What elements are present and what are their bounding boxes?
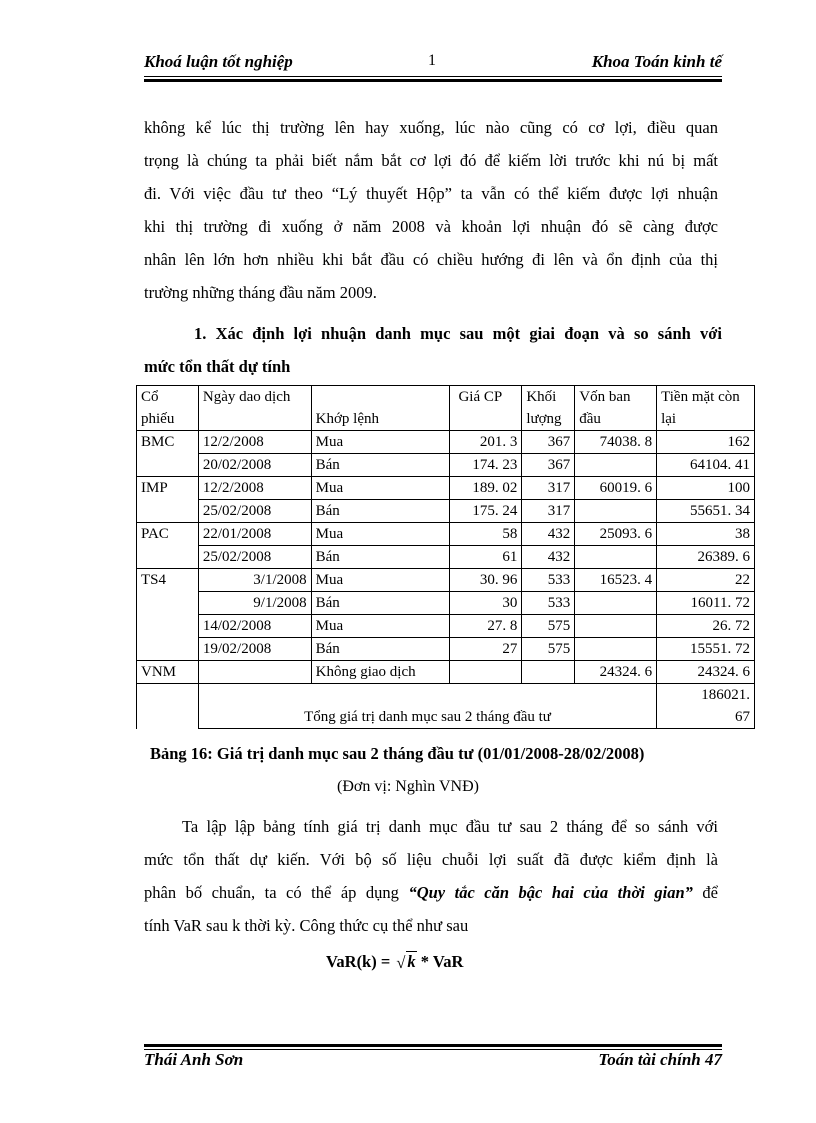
radicand: k — [407, 952, 416, 971]
price-cell: 175. 24 — [450, 500, 522, 523]
price-cell: 174. 23 — [450, 454, 522, 477]
price-cell: 189. 02 — [450, 477, 522, 500]
volume-cell: 367 — [522, 431, 575, 454]
paragraph-line: nhân lên lớn hơn nhiều khi bắt đầu có chiều hướng đi lên và ổn định của thị — [144, 250, 718, 269]
stock-code-cell: BMC — [137, 431, 199, 477]
table-row — [137, 638, 755, 661]
paragraph-line-text: phân bố chuẩn, ta có thể áp dụng — [144, 883, 409, 902]
date-cell: 9/1/2008 — [198, 592, 311, 615]
cash-cell: 162 — [657, 431, 755, 454]
paragraph-line: Ta lập lập bảng tính giá trị danh mục đầu tư sau 2 tháng để so sánh với — [182, 817, 718, 836]
footer-author: Thái Anh Sơn — [144, 1050, 244, 1069]
table-caption: Bảng 16: Giá trị danh mục sau 2 tháng đầu tư (01/01/2008-28/02/2008) — [150, 744, 645, 763]
order-cell: Mua — [311, 477, 450, 500]
cash-cell: 100 — [657, 477, 755, 500]
order-cell: Mua — [311, 523, 450, 546]
date-cell: 3/1/2008 — [198, 569, 311, 592]
total-value — [657, 684, 755, 729]
intro-paragraph — [144, 111, 718, 309]
order-cell: Bán — [311, 638, 450, 661]
stock-code-cell: IMP — [137, 477, 199, 523]
cash-cell: 26389. 6 — [657, 546, 755, 569]
date-cell: 25/02/2008 — [198, 500, 311, 523]
col-header-volume: Khối lượng — [522, 386, 575, 431]
paragraph-line: khi thị trường đi xuống ở năm 2008 và khoản lợi nhuận đó sẽ càng được — [144, 217, 718, 236]
col-header-price: Giá CP — [450, 386, 522, 431]
capital-cell — [575, 638, 657, 661]
capital-cell: 24324. 6 — [575, 661, 657, 684]
table-row — [137, 523, 755, 546]
order-cell: Bán — [311, 454, 450, 477]
volume-cell: 432 — [522, 523, 575, 546]
square-root — [396, 952, 416, 972]
date-cell: 12/2/2008 — [198, 431, 311, 454]
capital-cell — [575, 500, 657, 523]
volume-cell: 317 — [522, 477, 575, 500]
header-thesis-title: Khoá luận tốt nghiệp — [144, 52, 293, 71]
volume-cell: 367 — [522, 454, 575, 477]
capital-cell — [575, 454, 657, 477]
price-cell: 30. 96 — [450, 569, 522, 592]
stock-code-cell: VNM — [137, 661, 199, 684]
paragraph-line: tính VaR sau k thời kỳ. Công thức cụ thể như sau — [144, 916, 469, 935]
date-cell: 19/02/2008 — [198, 638, 311, 661]
table-row — [137, 661, 755, 684]
col-header-cash: Tiền mặt còn lại — [657, 386, 755, 431]
capital-cell: 25093. 6 — [575, 523, 657, 546]
date-cell: 14/02/2008 — [198, 615, 311, 638]
table-row — [137, 615, 755, 638]
table-row — [137, 500, 755, 523]
order-cell: Mua — [311, 569, 450, 592]
cash-cell: 22 — [657, 569, 755, 592]
page-number: 1 — [428, 52, 436, 69]
header-rule-thick — [144, 79, 722, 82]
total-value-line2: 67 — [735, 709, 750, 725]
cash-cell: 55651. 34 — [657, 500, 755, 523]
price-cell — [450, 661, 522, 684]
price-cell: 58 — [450, 523, 522, 546]
volume-cell: 575 — [522, 615, 575, 638]
volume-cell: 533 — [522, 569, 575, 592]
price-cell: 27 — [450, 638, 522, 661]
total-label: Tổng giá trị danh mục sau 2 tháng đầu tư — [198, 684, 656, 729]
capital-cell: 16523. 4 — [575, 569, 657, 592]
table-row — [137, 477, 755, 500]
order-cell: Bán — [311, 500, 450, 523]
volume-cell: 317 — [522, 500, 575, 523]
date-cell: 20/02/2008 — [198, 454, 311, 477]
paragraph-line: trường những tháng đầu năm 2009. — [144, 283, 377, 302]
paragraph-line: đi. Với việc đầu tư theo “Lý thuyết Hộp” ta vẫn có thể kiếm được lợi nhuận — [144, 184, 718, 203]
table-row — [137, 592, 755, 615]
portfolio-table — [136, 385, 755, 729]
cash-cell: 24324. 6 — [657, 661, 755, 684]
date-cell: 22/01/2008 — [198, 523, 311, 546]
capital-cell — [575, 546, 657, 569]
header-faculty: Khoa Toán kinh tế — [591, 52, 722, 71]
order-cell: Mua — [311, 615, 450, 638]
page-footer — [144, 1050, 722, 1076]
price-cell: 201. 3 — [450, 431, 522, 454]
order-cell: Bán — [311, 546, 450, 569]
method-paragraph — [144, 810, 718, 942]
col-header-date: Ngày dao dịch — [198, 386, 311, 431]
volume-cell: 533 — [522, 592, 575, 615]
section-heading — [144, 317, 722, 383]
table-header-row — [137, 386, 755, 431]
table-row — [137, 569, 755, 592]
volume-cell: 575 — [522, 638, 575, 661]
table-row — [137, 431, 755, 454]
formula-rhs: * VaR — [416, 952, 464, 971]
footer-course: Toán tài chính 47 — [598, 1050, 722, 1069]
table-row — [137, 546, 755, 569]
stock-code-cell: TS4 — [137, 569, 199, 661]
header-rule-thin — [144, 76, 722, 77]
capital-cell: 74038. 8 — [575, 431, 657, 454]
radical-sign: √ — [396, 953, 406, 972]
stock-code-cell: PAC — [137, 523, 199, 569]
var-formula — [326, 952, 463, 972]
order-cell: Không giao dịch — [311, 661, 450, 684]
volume-cell — [522, 661, 575, 684]
capital-cell — [575, 615, 657, 638]
col-header-stock: Cổ phiếu — [137, 386, 199, 431]
table-unit: (Đơn vị: Nghìn VNĐ) — [337, 778, 479, 795]
cash-cell: 64104. 41 — [657, 454, 755, 477]
col-header-order: Khớp lệnh — [311, 386, 450, 431]
price-cell: 61 — [450, 546, 522, 569]
order-cell: Bán — [311, 592, 450, 615]
capital-cell — [575, 592, 657, 615]
cash-cell: 16011. 72 — [657, 592, 755, 615]
page-header — [144, 50, 722, 76]
cash-cell: 26. 72 — [657, 615, 755, 638]
table-row — [137, 454, 755, 477]
total-value-line1: 186021. — [701, 687, 750, 703]
capital-cell: 60019. 6 — [575, 477, 657, 500]
footer-rule-thick — [144, 1044, 722, 1047]
paragraph-line — [144, 876, 718, 909]
paragraph-line-text: để — [692, 883, 719, 902]
cash-cell: 15551. 72 — [657, 638, 755, 661]
paragraph-line: trọng là chúng ta phải biết nắm bắt cơ lợi đó để kiếm lời trước khi nú bị mất — [144, 151, 718, 170]
table-total-row — [137, 684, 755, 729]
total-empty-cell — [137, 684, 199, 729]
formula-lhs: VaR(k) = — [326, 952, 395, 971]
volume-cell: 432 — [522, 546, 575, 569]
section-heading-line2: mức tổn thất dự tính — [144, 357, 291, 376]
order-cell: Mua — [311, 431, 450, 454]
date-cell: 25/02/2008 — [198, 546, 311, 569]
paragraph-line: không kể lúc thị trường lên hay xuống, lúc nào cũng có cơ lợi, điều quan — [144, 118, 718, 137]
paragraph-line: mức tổn thất dự kiến. Với bộ số liệu chuỗi lợi suất đã được kiểm định là — [144, 850, 718, 869]
table-body — [137, 431, 755, 684]
cash-cell: 38 — [657, 523, 755, 546]
price-cell: 30 — [450, 592, 522, 615]
date-cell — [198, 661, 311, 684]
emphasized-rule-name: “Quy tắc căn bậc hai của thời gian” — [408, 883, 693, 902]
section-heading-line1: 1. Xác định lợi nhuận danh mục sau một giai đoạn và so sánh với — [194, 324, 722, 343]
date-cell: 12/2/2008 — [198, 477, 311, 500]
col-header-capital: Vốn ban đầu — [575, 386, 657, 431]
price-cell: 27. 8 — [450, 615, 522, 638]
